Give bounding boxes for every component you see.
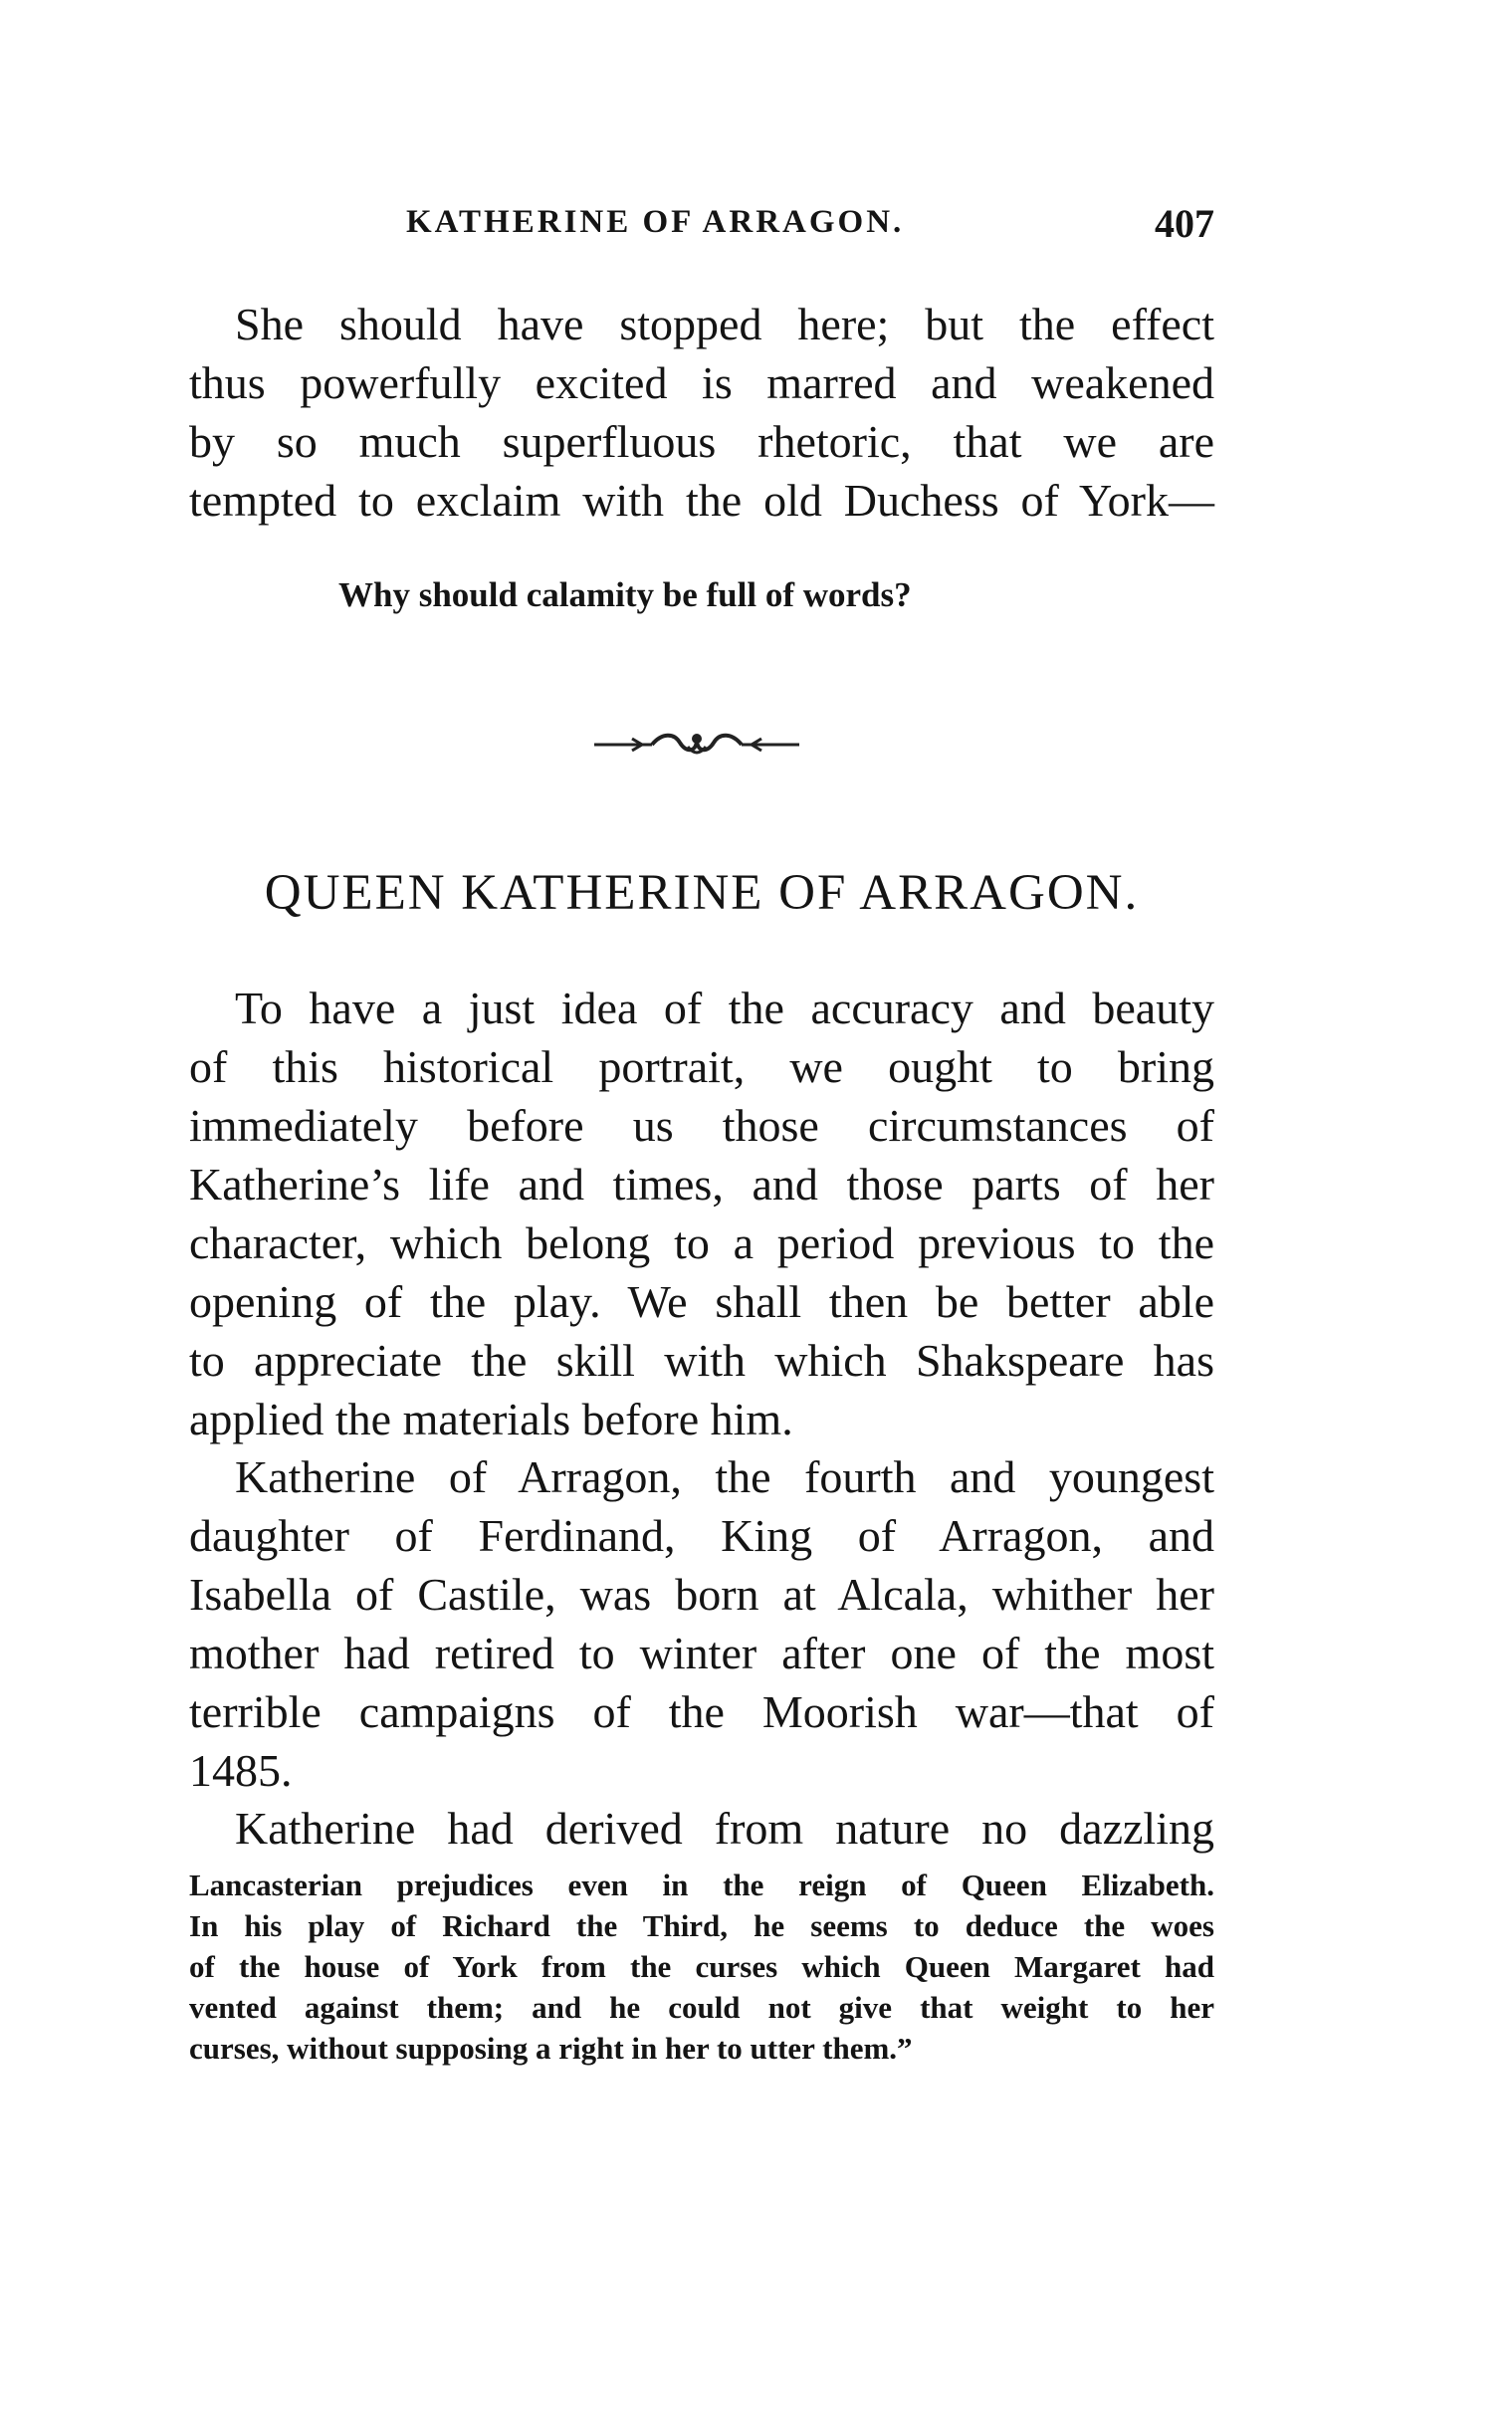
text-line: terrible campaigns of the Moorish war—that of (189, 1686, 1214, 1737)
paragraph-3 (189, 1447, 1214, 1800)
text-line: She should have stopped here; but the effect (235, 299, 1214, 349)
text-line: opening of the play. We shall then be better able (189, 1276, 1214, 1327)
page-number: 407 (1155, 201, 1214, 246)
text-line: immediately before us those circumstances of (189, 1100, 1214, 1151)
running-title: KATHERINE OF ARRAGON. (406, 204, 905, 240)
text-line: to appreciate the skill with which Shakspeare has (189, 1335, 1214, 1386)
footnote-line: In his play of Richard the Third, he seems to deduce the woes (189, 1908, 1214, 1943)
footnote-line: of the house of York from the curses which Queen Margaret had (189, 1949, 1214, 1984)
text-line: of this historical portrait, we ought to bring (189, 1041, 1214, 1092)
text-line: Katherine’s life and times, and those parts of her (189, 1159, 1214, 1210)
paragraph-1 (189, 295, 1214, 530)
text-line: 1485. (189, 1745, 293, 1796)
text-line: mother had retired to winter after one of the most (189, 1628, 1214, 1678)
text-line: character, which belong to a period previous to the (189, 1217, 1214, 1268)
footnote (189, 1865, 1214, 2069)
text-line: by so much superfluous rhetoric, that we are (189, 416, 1214, 467)
running-head (189, 201, 1214, 264)
text-line: tempted to exclaim with the old Duchess of York— (189, 475, 1214, 526)
text-line: To have a just idea of the accuracy and beauty (235, 983, 1214, 1033)
text-line: Katherine had derived from nature no dazzling (235, 1803, 1214, 1854)
text-line: Isabella of Castile, was born at Alcala, whither her (189, 1569, 1214, 1620)
verse-quote: Why should calamity be full of words? (338, 575, 912, 614)
paragraph-2 (189, 979, 1214, 1448)
footnote-line: curses, without supposing a right in her to utter them.” (189, 2031, 913, 2066)
paragraph-4 (189, 1799, 1214, 1858)
footnote-line: vented against them; and he could not give that weight to her (189, 1990, 1214, 2025)
footnote-line: Lancasterian prejudices even in the reign of Queen Elizabeth. (189, 1868, 1214, 1902)
ornament-divider-icon (592, 725, 801, 761)
text-line: thus powerfully excited is marred and weakened (189, 357, 1214, 408)
text-line: Katherine of Arragon, the fourth and youngest (235, 1451, 1214, 1502)
text-line: applied the materials before him. (189, 1394, 793, 1444)
text-line: daughter of Ferdinand, King of Arragon, and (189, 1510, 1214, 1561)
section-heading: QUEEN KATHERINE OF ARRAGON. (264, 865, 1140, 921)
